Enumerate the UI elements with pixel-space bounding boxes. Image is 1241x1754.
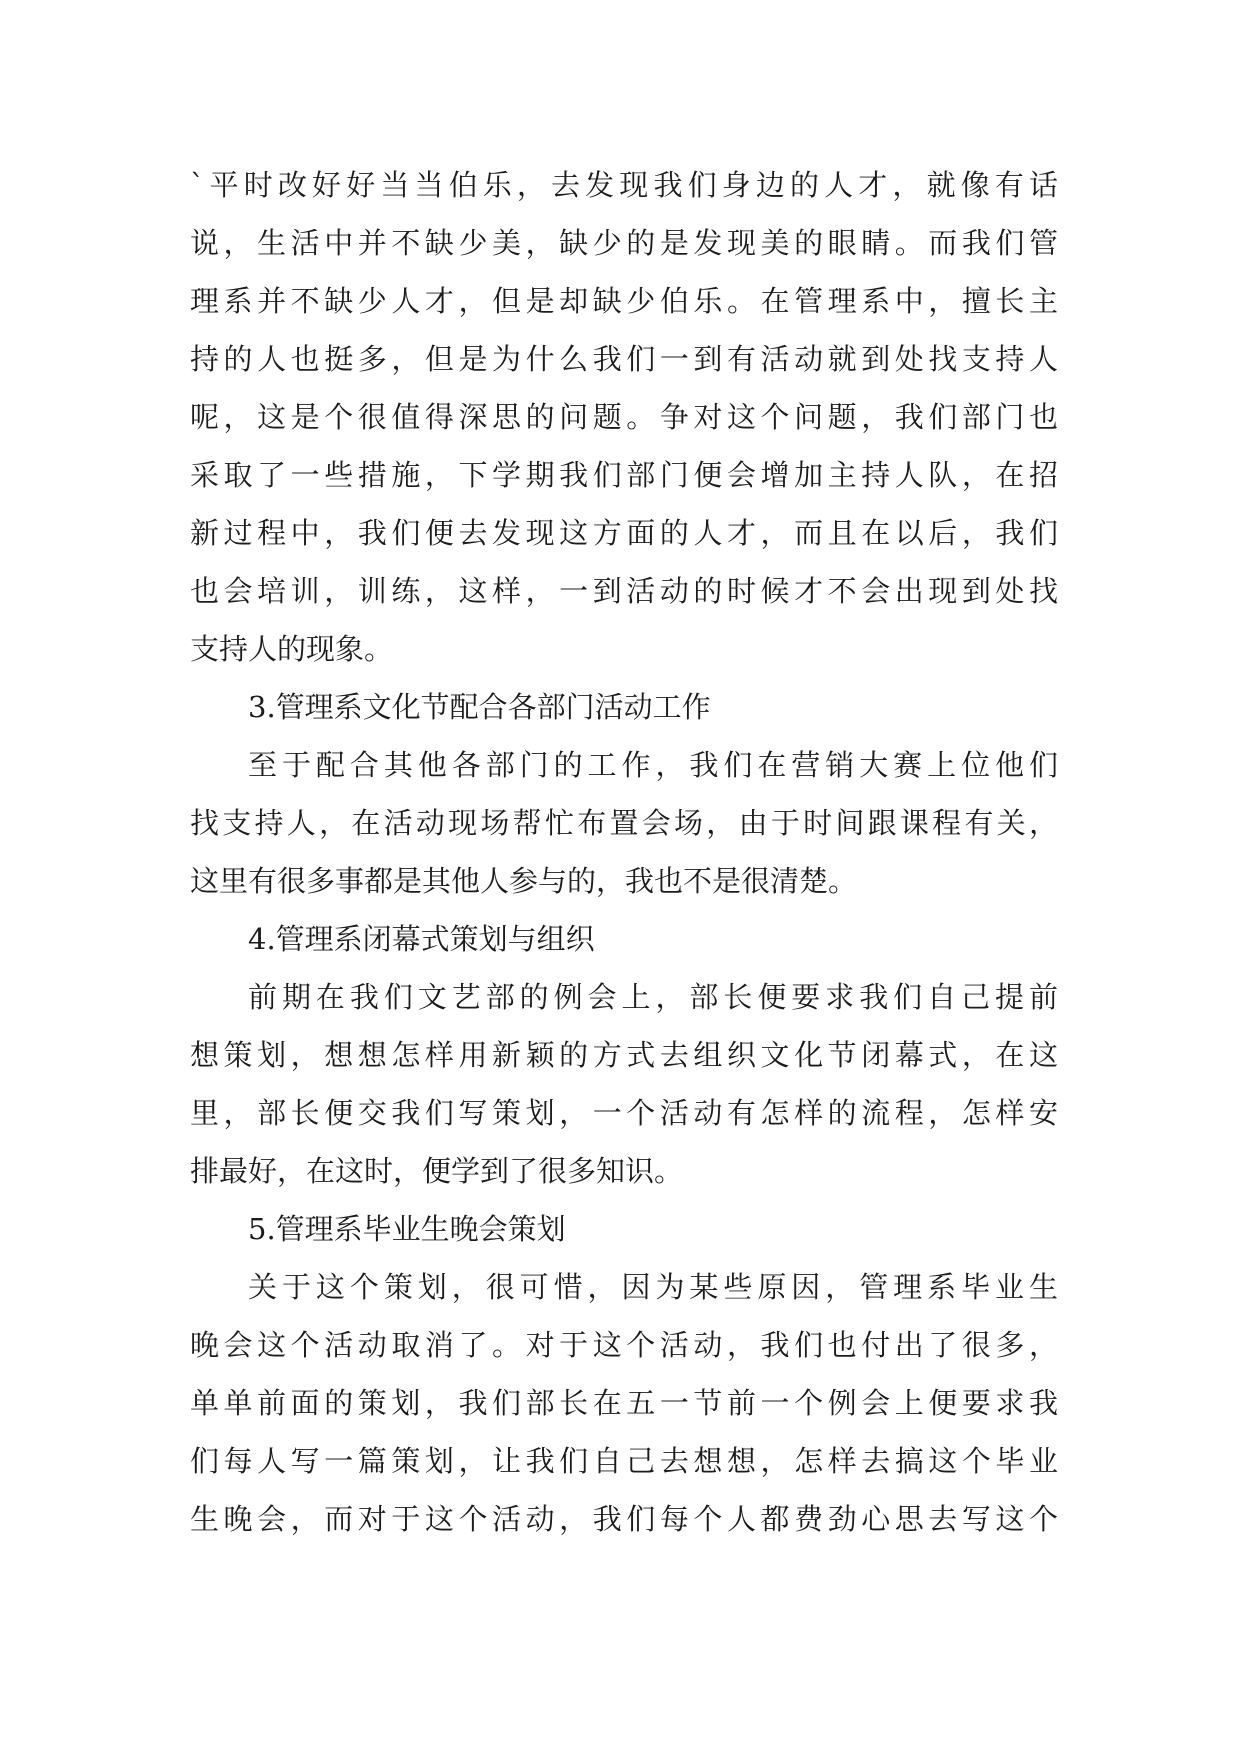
body-text-line: 关于这个策划，很可惜，因为某些原因，管理系毕业生 bbox=[248, 1270, 1058, 1304]
body-text-line: 也会培训，训练，这样，一到活动的时候才不会出现到处找 bbox=[190, 574, 1058, 608]
body-text-line: 前期在我们文艺部的例会上，部长便要求我们自己提前 bbox=[248, 980, 1058, 1014]
body-text-line: 理系并不缺少人才，但是却缺少伯乐。在管理系中，擅长主 bbox=[190, 284, 1058, 318]
body-text-line: 持的人也挺多，但是为什么我们一到有活动就到处找支持人 bbox=[190, 342, 1058, 376]
section-heading: 4.管理系闭幕式策划与组织 bbox=[248, 922, 595, 956]
body-text-line: 们每人写一篇策划，让我们自己去想想，怎样去搞这个毕业 bbox=[190, 1444, 1058, 1478]
body-text-line: 晚会这个活动取消了。对于这个活动，我们也付出了很多， bbox=[190, 1328, 1058, 1362]
body-text-line: 这里有很多事都是其他人参与的，我也不是很清楚。 bbox=[190, 864, 858, 898]
body-text-line: 采取了一些措施，下学期我们部门便会增加主持人队，在招 bbox=[190, 458, 1058, 492]
body-text-line: 说，生活中并不缺少美，缺少的是发现美的眼睛。而我们管 bbox=[190, 226, 1058, 260]
section-heading: 3.管理系文化节配合各部门活动工作 bbox=[248, 690, 711, 724]
body-text-line: 至于配合其他各部门的工作，我们在营销大赛上位他们 bbox=[248, 748, 1058, 782]
body-text-line: `平时改好好当当伯乐，去发现我们身边的人才，就像有话 bbox=[190, 168, 1058, 202]
section-heading: 5.管理系毕业生晚会策划 bbox=[248, 1212, 566, 1246]
body-text-line: 呢，这是个很值得深思的问题。争对这个问题，我们部门也 bbox=[190, 400, 1058, 434]
body-text-line: 想策划，想想怎样用新颖的方式去组织文化节闭幕式，在这 bbox=[190, 1038, 1058, 1072]
body-text-line: 里，部长便交我们写策划，一个活动有怎样的流程，怎样安 bbox=[190, 1096, 1058, 1130]
body-text-line: 生晚会，而对于这个活动，我们每个人都费劲心思去写这个 bbox=[190, 1502, 1058, 1536]
body-text-line: 排最好，在这时，便学到了很多知识。 bbox=[190, 1154, 684, 1188]
body-text-line: 新过程中，我们便去发现这方面的人才，而且在以后，我们 bbox=[190, 516, 1058, 550]
document-page bbox=[190, 156, 1058, 1548]
body-text-line: 找支持人，在活动现场帮忙布置会场，由于时间跟课程有关， bbox=[190, 806, 1058, 840]
body-text-line: 支持人的现象。 bbox=[190, 632, 394, 666]
body-text-line: 单单前面的策划，我们部长在五一节前一个例会上便要求我 bbox=[190, 1386, 1058, 1420]
